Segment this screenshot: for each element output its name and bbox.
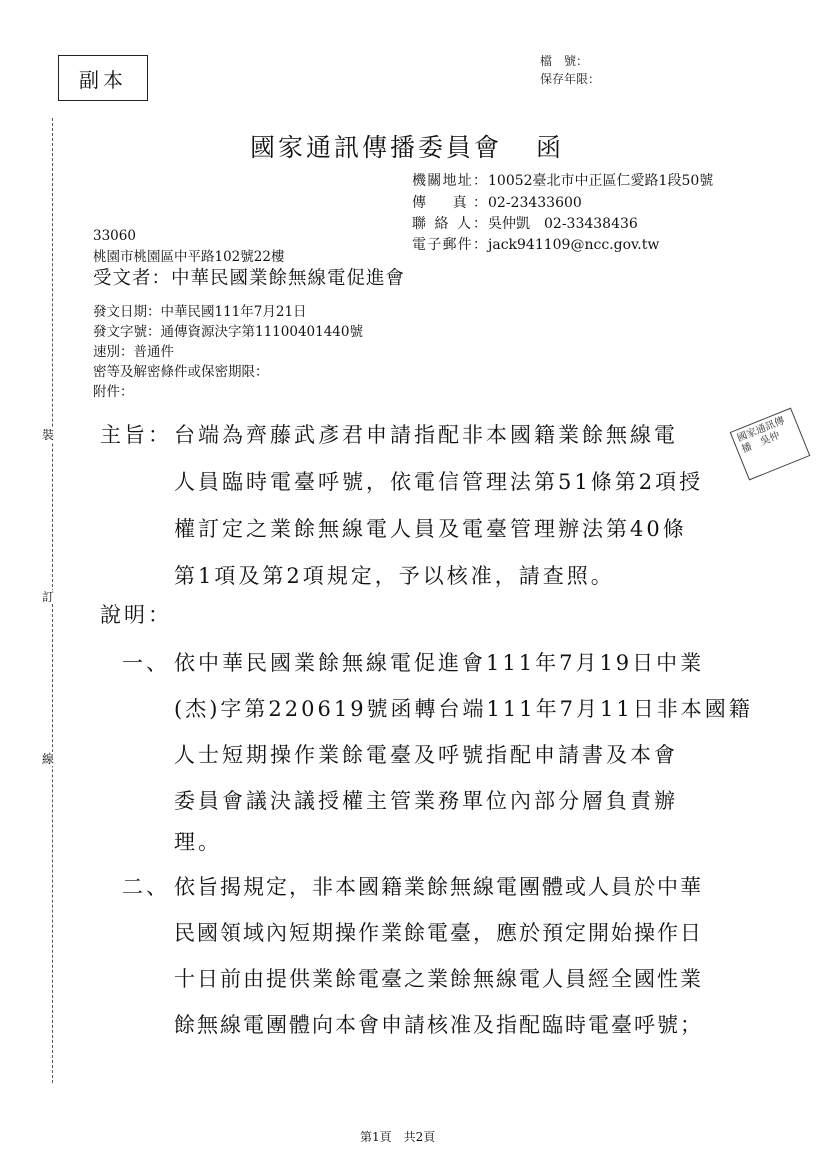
subject-line: 人員臨時電臺呼號，依電信管理法第51條第2項授 [174,470,704,494]
recipient-name: 受文者：中華民國業餘無線電促進會 [93,268,406,289]
recipient-postcode: 33060 [93,228,136,244]
explanation-line: 人士短期操作業餘電臺及呼號指配申請書及本會 [174,743,678,767]
file-number-label: 檔 號： [540,54,589,68]
agency-name: 國家通訊傳播委員會 [250,133,503,162]
explanation-line: 十日前由提供業餘電臺之業餘無線電人員經全國性業 [174,967,703,991]
explanation-line: 餘無線電團體向本會申請核准及指配臨時電臺呼號； [174,1013,703,1037]
sender-address [412,170,713,190]
explanation-line: 委員會議決議授權主管業務單位內部分層負責辦 [174,789,678,813]
explanation-line: 依中華民國業餘無線電促進會111年7月19日中業 [174,651,705,675]
delivery-speed: 速別：普通件 [93,344,174,360]
email-label: 電子郵件： [412,237,488,253]
document-form: 函 [536,133,565,162]
page-number: 第1頁 共2頁 [360,1130,436,1144]
explanation-line: 民國領域內短期操作業餘電臺，應於預定開始操作日 [174,921,703,945]
attachments: 附件： [93,384,134,400]
contact-label: 聯 絡 人： [412,216,488,232]
secrecy-level: 密等及解密條件或保密期限： [93,364,269,380]
subject-line: 第1項及第2項規定，予以核准，請查照。 [174,564,615,588]
recipient-address: 桃園市桃園區中平路102號22樓 [93,249,285,265]
copy-label: 副本 [58,55,148,101]
fax-value: 02-23433600 [488,195,582,211]
approval-stamp: 國家通訊傳播 吳仲 [730,408,811,481]
binding-char-zhuang: 裝 [42,428,55,442]
address-value: 10052臺北市中正區仁愛路1段50號 [488,173,714,189]
retention-label: 保存年限： [540,72,601,86]
binding-char-xian: 線 [42,752,55,766]
explanation-label: 說明： [100,603,172,627]
explanation-line: (杰)字第220619號函轉台端111年7月11日非本國籍 [174,697,753,721]
sender-contact [412,213,638,233]
fax-label: 傳 真： [412,195,488,211]
binding-char-ding: 訂 [42,590,55,604]
contact-value: 吳仲凱 02-33438436 [488,216,638,232]
email-value: jack941109@ncc.gov.tw [488,237,660,253]
item-number: 二、 [122,875,170,899]
issue-date: 發文日期：中華民國111年7月21日 [93,304,307,320]
item-number: 一、 [122,651,170,675]
subject-label: 主旨： [100,423,172,447]
subject-line: 權訂定之業餘無線電人員及電臺管理辦法第40條 [174,517,687,541]
document-title [250,128,564,164]
subject-line: 台端為齊藤武彥君申請指配非本國籍業餘無線電 [174,423,678,447]
address-label: 機關地址： [412,173,488,189]
sender-email [412,234,659,254]
explanation-line: 理。 [174,830,222,854]
document-number: 發文字號：通傳資源決字第11100401440號 [93,324,363,340]
sender-fax [412,192,582,212]
explanation-line: 依旨揭規定，非本國籍業餘無線電團體或人員於中華 [174,875,703,899]
